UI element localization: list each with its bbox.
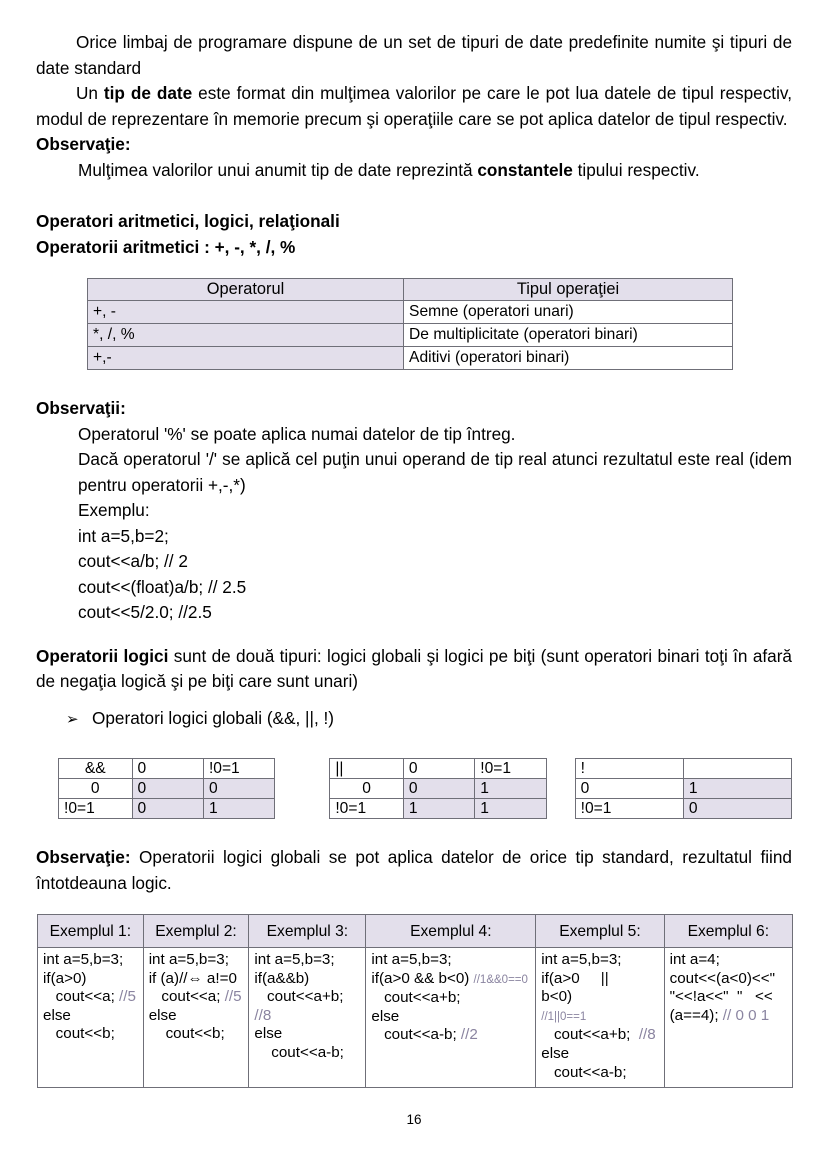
observatii-line-2: Dacă operatorul '/' se aplică cel puţin unui operand de tip real atunci rezultatul este real (idem pentru operatorii +,-,*): [78, 449, 792, 495]
code-text: else: [371, 1007, 400, 1025]
code-line: [254, 1025, 360, 1044]
code-text: int a=5,b=3;: [541, 951, 622, 968]
observatie-bold: constantele: [477, 159, 573, 180]
code-line: [371, 989, 530, 1008]
code-text: else: [148, 1006, 177, 1024]
observatii-heading: Observaţii:: [36, 398, 126, 418]
code-line: [43, 1007, 138, 1026]
logic-paragraph-rest: sunt de două tipuri: logici globali şi logici pe biţi (sunt operatori binari toţi în afară de negaţia logică şi pe biţi care sunt unari): [36, 645, 792, 691]
operators-table: [87, 278, 733, 370]
observatie-2-rest: Operatorii logici globali se pot aplica datelor de orice tip standard, rezultatul fiind întotdeauna logic.: [36, 847, 792, 893]
table-header-row: [59, 759, 275, 779]
code-text: (a==4);: [669, 1006, 723, 1024]
code-line: [254, 988, 360, 1007]
operators-table-cell-operator: +,-: [88, 347, 404, 370]
and-table-value: 1: [203, 799, 274, 819]
operators-table-cell-type: Aditivi (operatori binari): [404, 347, 733, 370]
or-table-operator-label: ||: [330, 759, 404, 779]
logic-global-bullet-label: Operatori logici globali (&&, ||, !): [92, 707, 335, 728]
table-row: [38, 948, 793, 1088]
code-line: [670, 1007, 787, 1026]
examples-header-3: Exemplul 3:: [249, 915, 366, 948]
code-line: [43, 1025, 138, 1044]
code-text: cout<<a;: [148, 988, 225, 1006]
code-text: if (a)//⇔ a!=0: [148, 969, 237, 987]
operators-table-cell-type: De multiplicitate (operatori binari): [404, 324, 733, 347]
code-line: [149, 988, 244, 1007]
code-comment: //1&&0==0: [473, 973, 528, 986]
example-4-code: [366, 948, 536, 1088]
code-line: [371, 1008, 530, 1027]
observatie-heading: Observaţie:: [36, 134, 131, 154]
table-row: [88, 324, 733, 347]
observatie-text-a: Mulţimea valorilor unui anumit tip de date reprezintă: [78, 159, 478, 180]
code-text: else: [43, 1006, 71, 1024]
code-text: cout<<b;: [43, 1025, 115, 1043]
code-line: [254, 970, 360, 989]
example-1-code: [38, 948, 144, 1088]
observatie-text-b: tipului respectiv.: [572, 159, 700, 180]
code-text: cout<<a+b;: [371, 989, 461, 1007]
and-table-row-header-0: 0: [59, 779, 133, 799]
operators-table-cell-type: Semne (operatori unari): [404, 301, 733, 324]
or-table-col-header-1: !0=1: [475, 759, 546, 779]
spacer: [36, 732, 792, 758]
observatie-2-paragraph: [36, 845, 792, 896]
examples-header-2: Exemplul 2:: [143, 915, 249, 948]
table-row: [575, 779, 791, 799]
examples-header-1: Exemplul 1:: [38, 915, 144, 948]
spacer: [36, 626, 792, 644]
observatii-line-5: cout<<a/b; // 2: [78, 551, 188, 571]
code-text: int a=5,b=3;: [254, 951, 335, 968]
page-number: 16: [406, 1112, 422, 1127]
code-line: [670, 988, 787, 1007]
operators-heading-1: Operatori aritmetici, logici, relaţionali: [36, 211, 340, 231]
table-header-row: [38, 915, 793, 948]
or-truth-table: [329, 758, 546, 819]
code-text: if(a>0 || b<0): [541, 969, 630, 1006]
code-text: cout<<a;: [43, 988, 120, 1006]
code-line: [43, 970, 138, 989]
not-table-operator-label: !: [575, 759, 683, 779]
table-header-row: [330, 759, 546, 779]
table-row: [88, 347, 733, 370]
example-6-code: [664, 948, 792, 1088]
table-header-row: [575, 759, 791, 779]
code-comment: //5: [119, 988, 136, 1006]
and-table-col-header-0: 0: [132, 759, 203, 779]
code-line: [541, 970, 658, 1007]
example-3-code: [249, 948, 366, 1088]
not-table-value: 0: [683, 799, 791, 819]
code-line: [371, 951, 530, 970]
and-truth-table: [58, 758, 275, 819]
truth-tables-group: [36, 758, 792, 819]
code-line: [541, 1007, 658, 1027]
or-table-value: 1: [403, 799, 474, 819]
or-table-value: 1: [475, 799, 546, 819]
logic-paragraph-bold: Operatorii logici: [36, 645, 169, 666]
code-comment: //8: [638, 1026, 656, 1044]
observatie-2-bold: Observaţie:: [36, 847, 131, 867]
table-row: [59, 799, 275, 819]
code-comment: //8: [254, 1006, 272, 1024]
operators-table-cell-operator: +, -: [88, 301, 404, 324]
spacer: [36, 896, 792, 914]
and-table-value: 0: [132, 779, 203, 799]
operators-table-header-type: Tipul operaţiei: [404, 279, 733, 301]
code-text: cout<<a-b;: [254, 1043, 344, 1061]
example-2-code: [143, 948, 249, 1088]
or-table-row-header-1: !0=1: [330, 799, 404, 819]
code-text: if(a&&b): [254, 969, 310, 987]
not-table-row-header-0: 0: [575, 779, 683, 799]
intro-p2-bold: tip de date: [103, 83, 193, 103]
spacer: [36, 370, 792, 396]
and-table-value: 0: [132, 799, 203, 819]
operators-table-header-operator: Operatorul: [88, 279, 404, 301]
code-text: cout<<a+b;: [254, 988, 344, 1006]
code-text: cout<<b;: [148, 1025, 225, 1043]
intro-p2-lead: Un: [76, 83, 104, 103]
observatii-line-1: Operatorul '%' se poate aplica numai datelor de tip întreg.: [78, 423, 516, 444]
code-text: cout<<a-b;: [541, 1063, 627, 1081]
and-table-row-header-1: !0=1: [59, 799, 133, 819]
code-line: [541, 1045, 658, 1064]
not-truth-table: [575, 758, 792, 819]
code-comment: //1||0==1: [541, 1010, 587, 1023]
spacer: [36, 183, 792, 209]
table-header-row: [88, 279, 733, 301]
observatii-line-4: int a=5,b=2;: [78, 525, 169, 546]
code-text: int a=5,b=3;: [371, 951, 452, 968]
code-line: [670, 951, 787, 970]
examples-header-4: Exemplul 4:: [366, 915, 536, 948]
code-line: [541, 1064, 658, 1083]
logic-operators-paragraph: [36, 644, 792, 695]
code-line: [149, 1007, 244, 1026]
not-table-value: 1: [683, 779, 791, 799]
spacer: [36, 260, 792, 278]
and-table-value: 0: [203, 779, 274, 799]
code-comment: // 0 0 1: [722, 1006, 770, 1024]
intro-paragraph-2: [36, 81, 792, 132]
code-text: if(a>0 && b<0): [371, 969, 474, 987]
table-row: [330, 779, 546, 799]
code-text: if(a>0): [43, 969, 87, 987]
code-text: cout<<a+b;: [541, 1026, 639, 1044]
intro-p2-rest: este format din mulţimea valorilor pe care le pot lua datele de tipul respectiv, modul de reprezentare în memorie precum şi operaţiile care se pot aplica datelor de tipul respectiv.: [36, 83, 792, 129]
spacer: [36, 819, 792, 845]
code-text: "<<!a<<" " <<: [669, 988, 773, 1006]
code-text: int a=5,b=3;: [148, 951, 229, 968]
code-line: [254, 1007, 360, 1026]
or-table-value: 1: [475, 779, 546, 799]
observatii-line-6: cout<<(float)a/b; // 2.5: [78, 576, 247, 597]
code-comment: //5: [224, 988, 242, 1006]
code-text: cout<<(a<0)<<": [669, 969, 776, 987]
observatie-text: [36, 158, 792, 184]
table-row: [575, 799, 791, 819]
code-line: [254, 951, 360, 970]
examples-table: [37, 914, 793, 1088]
code-line: [43, 988, 138, 1007]
code-line: [371, 970, 530, 990]
code-line: [541, 1026, 658, 1045]
observatii-line-3: Exemplu:: [78, 500, 150, 520]
example-5-code: [536, 948, 664, 1088]
intro-paragraph-1: Orice limbaj de programare dispune de un set de tipuri de date predefinite numite şi tipuri de date standard: [36, 32, 792, 78]
code-comment: //2: [460, 1026, 478, 1044]
table-row: [59, 779, 275, 799]
table-row: [330, 799, 546, 819]
operators-heading-2: Operatorii aritmetici : +, -, *, /, %: [36, 236, 296, 257]
code-text: int a=4;: [669, 951, 720, 968]
spacer: [36, 695, 792, 706]
observatii-line-7: cout<<5/2.0; //2.5: [78, 602, 212, 622]
code-line: [541, 951, 658, 970]
and-table-col-header-1: !0=1: [203, 759, 274, 779]
code-line: [43, 951, 138, 970]
not-table-col-header-0: [683, 759, 791, 779]
table-row: [88, 301, 733, 324]
code-line: [371, 1026, 530, 1045]
code-text: int a=5,b=3;: [43, 951, 124, 968]
logic-global-bullet: [36, 706, 792, 733]
code-line: [670, 970, 787, 989]
code-line: [149, 951, 244, 970]
not-table-row-header-1: !0=1: [575, 799, 683, 819]
or-table-row-header-0: 0: [330, 779, 404, 799]
arrow-bullet-icon: ➢: [66, 710, 79, 728]
code-text: else: [254, 1025, 283, 1043]
code-line: [254, 1044, 360, 1063]
and-table-operator-label: &&: [59, 759, 133, 779]
examples-header-6: Exemplul 6:: [664, 915, 792, 948]
code-text: cout<<a-b;: [371, 1026, 461, 1044]
or-table-value: 0: [403, 779, 474, 799]
code-line: [149, 970, 244, 989]
examples-header-5: Exemplul 5:: [536, 915, 664, 948]
code-line: [149, 1025, 244, 1044]
operators-table-cell-operator: *, /, %: [88, 324, 404, 347]
or-table-col-header-0: 0: [403, 759, 474, 779]
code-text: else: [541, 1044, 570, 1062]
